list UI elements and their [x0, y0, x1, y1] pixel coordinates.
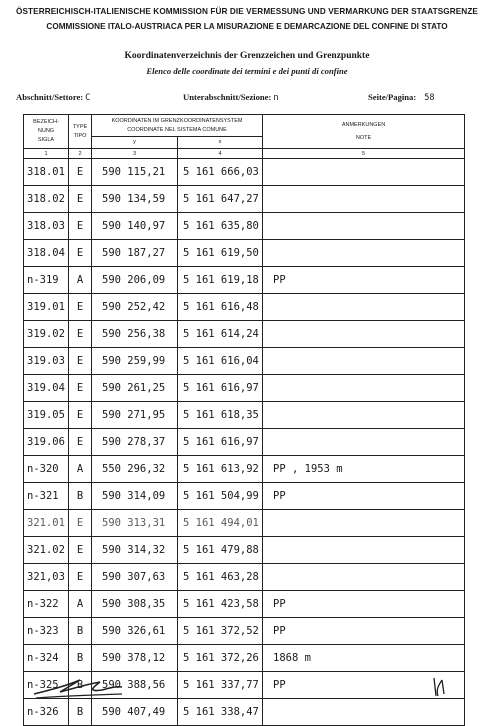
section-field	[16, 92, 90, 103]
y-coordinate-cell: 590 134,59	[92, 186, 178, 213]
note-cell	[263, 699, 465, 726]
table-row	[24, 429, 465, 456]
signature	[30, 674, 130, 702]
type-cell: B	[69, 618, 92, 645]
type-cell: E	[69, 402, 92, 429]
y-coordinate-cell: 590 115,21	[92, 159, 178, 186]
x-coordinate-cell: 5 161 619,50	[178, 240, 263, 267]
table-row	[24, 645, 465, 672]
designation-cell: 321.01	[24, 510, 69, 537]
designation-cell: 319.05	[24, 402, 69, 429]
type-cell: E	[69, 321, 92, 348]
note-cell: PP	[263, 267, 465, 294]
subsection-field	[183, 92, 279, 103]
x-coordinate-cell: 5 161 338,47	[178, 699, 263, 726]
column-number-1: 1	[24, 149, 69, 159]
designation-cell: n-319	[24, 267, 69, 294]
table-row	[24, 510, 465, 537]
y-coordinate-cell: 590 261,25	[92, 375, 178, 402]
y-coordinate-cell: 590 259,99	[92, 348, 178, 375]
x-coordinate-cell: 5 161 619,18	[178, 267, 263, 294]
y-coordinate-cell: 590 407,49	[92, 699, 178, 726]
note-cell: PP	[263, 591, 465, 618]
note-cell	[263, 537, 465, 564]
y-coordinate-cell: 590 313,31	[92, 510, 178, 537]
type-cell: A	[69, 456, 92, 483]
column-number-3: 3	[92, 149, 178, 159]
x-coordinate-cell: 5 161 616,04	[178, 348, 263, 375]
table-row	[24, 321, 465, 348]
y-coordinate-cell: 590 278,37	[92, 429, 178, 456]
type-cell: B	[69, 699, 92, 726]
table-row	[24, 591, 465, 618]
type-cell: E	[69, 159, 92, 186]
commission-title-de: ÖSTERREICHISCH-ITALIENISCHE KOMMISSION FÜR DIE VERMESSUNG UND VERMARKUNG DER STAATSGRENZE	[16, 7, 478, 16]
designation-cell: 318.04	[24, 240, 69, 267]
coordinate-table	[23, 114, 465, 726]
y-coordinate-cell: 590 140,97	[92, 213, 178, 240]
x-coordinate-cell: 5 161 504,99	[178, 483, 263, 510]
note-cell	[263, 348, 465, 375]
subsection-label: Unterabschnitt/Sezione:	[183, 92, 272, 102]
type-cell: E	[69, 510, 92, 537]
designation-cell: n-321	[24, 483, 69, 510]
y-coordinate-cell: 590 314,32	[92, 537, 178, 564]
table-row	[24, 456, 465, 483]
section-label: Abschnitt/Settore:	[16, 92, 84, 102]
designation-cell: 319.06	[24, 429, 69, 456]
y-coordinate-cell: 590 308,35	[92, 591, 178, 618]
page-value: 58	[424, 93, 435, 103]
note-cell	[263, 321, 465, 348]
designation-header: BEZEICH- NUNG SIGLA	[24, 115, 69, 149]
note-cell: PP	[263, 483, 465, 510]
designation-cell: 321,03	[24, 564, 69, 591]
note-cell	[263, 294, 465, 321]
notes-header: ANMERKUNGEN NOTE	[263, 115, 465, 149]
coordinates-header: KOORDINATEN IM GRENZKOORDINATENSYSTEM COORDINATE NEL SISTEMA COMUNE	[92, 115, 263, 137]
x-coordinate-cell: 5 161 337,77	[178, 672, 263, 699]
table-row	[24, 294, 465, 321]
note-cell: PP	[263, 672, 465, 699]
type-cell: B	[69, 645, 92, 672]
note-cell	[263, 159, 465, 186]
x-coordinate-cell: 5 161 666,03	[178, 159, 263, 186]
type-cell: E	[69, 213, 92, 240]
y-coordinate-cell: 590 307,63	[92, 564, 178, 591]
table-row	[24, 699, 465, 726]
commission-title-it: COMMISSIONE ITALO-AUSTRIACA PER LA MISURAZIONE E DEMARCAZIONE DEL CONFINE DI STATO	[46, 22, 448, 31]
type-cell: E	[69, 375, 92, 402]
y-coordinate-cell: 590 388,56	[92, 672, 178, 699]
y-coordinate-cell: 590 326,61	[92, 618, 178, 645]
note-cell	[263, 213, 465, 240]
designation-cell: 321.02	[24, 537, 69, 564]
note-cell: PP	[263, 618, 465, 645]
type-cell: E	[69, 348, 92, 375]
x-coordinate-cell: 5 161 614,24	[178, 321, 263, 348]
type-cell: B	[69, 672, 92, 699]
note-cell	[263, 429, 465, 456]
page-label: Seite/Pagina:	[368, 92, 417, 102]
x-coordinate-cell: 5 161 372,52	[178, 618, 263, 645]
table-row	[24, 159, 465, 186]
x-coordinate-cell: 5 161 463,28	[178, 564, 263, 591]
y-coordinate-cell: 590 256,38	[92, 321, 178, 348]
x-coordinate-cell: 5 161 647,27	[178, 186, 263, 213]
type-header: TYPE TIPO	[69, 115, 92, 149]
designation-cell: n-320	[24, 456, 69, 483]
x-coordinate-cell: 5 161 372,26	[178, 645, 263, 672]
designation-cell: 319.04	[24, 375, 69, 402]
y-coordinate-cell: 590 206,09	[92, 267, 178, 294]
designation-cell: 319.01	[24, 294, 69, 321]
designation-cell: 319.02	[24, 321, 69, 348]
designation-cell: n-326	[24, 699, 69, 726]
column-number-4: 4	[178, 149, 263, 159]
column-number-5: 5	[263, 149, 465, 159]
type-cell: E	[69, 294, 92, 321]
y-coordinate-cell: 590 187,27	[92, 240, 178, 267]
section-value: C	[85, 93, 91, 103]
note-cell: 1868 m	[263, 645, 465, 672]
y-coordinate-cell: 590 252,42	[92, 294, 178, 321]
note-cell	[263, 564, 465, 591]
note-cell	[263, 240, 465, 267]
type-cell: E	[69, 429, 92, 456]
y-coordinate-cell: 590 314,09	[92, 483, 178, 510]
x-coordinate-cell: 5 161 494,01	[178, 510, 263, 537]
x-coordinate-cell: 5 161 616,97	[178, 429, 263, 456]
y-coordinate-cell: 590 378,12	[92, 645, 178, 672]
column-number-2: 2	[69, 149, 92, 159]
designation-cell: n-324	[24, 645, 69, 672]
x-coordinate-cell: 5 161 613,92	[178, 456, 263, 483]
designation-cell: n-325	[24, 672, 69, 699]
designation-cell: n-323	[24, 618, 69, 645]
type-cell: A	[69, 267, 92, 294]
page-field	[368, 92, 435, 103]
y-coordinate-cell: 590 271,95	[92, 402, 178, 429]
document-title-de: Koordinatenverzeichnis der Grenzzeichen und Grenzpunkte	[124, 51, 370, 61]
type-cell: E	[69, 537, 92, 564]
type-cell: E	[69, 186, 92, 213]
table-row	[24, 537, 465, 564]
document-title-it: Elenco delle coordinate dei termini e dei punti di confine	[146, 66, 348, 76]
designation-cell: 318.03	[24, 213, 69, 240]
y-coordinate-cell: 550 296,32	[92, 456, 178, 483]
table-row	[24, 348, 465, 375]
initials-mark	[430, 674, 450, 700]
note-cell	[263, 510, 465, 537]
y-header: y	[92, 137, 178, 149]
type-cell: E	[69, 240, 92, 267]
note-cell: PP , 1953 m	[263, 456, 465, 483]
table-row	[24, 240, 465, 267]
table-row	[24, 186, 465, 213]
table-row	[24, 213, 465, 240]
subsection-value: n	[273, 93, 279, 103]
x-coordinate-cell: 5 161 616,97	[178, 375, 263, 402]
x-coordinate-cell: 5 161 635,80	[178, 213, 263, 240]
x-header: x	[178, 137, 263, 149]
designation-cell: 318.01	[24, 159, 69, 186]
table-row	[24, 483, 465, 510]
type-cell: E	[69, 564, 92, 591]
table-row	[24, 402, 465, 429]
note-cell	[263, 402, 465, 429]
x-coordinate-cell: 5 161 423,58	[178, 591, 263, 618]
table-row	[24, 564, 465, 591]
designation-cell: 319.03	[24, 348, 69, 375]
note-cell	[263, 186, 465, 213]
designation-cell: n-322	[24, 591, 69, 618]
type-cell: A	[69, 591, 92, 618]
x-coordinate-cell: 5 161 616,48	[178, 294, 263, 321]
type-cell: B	[69, 483, 92, 510]
x-coordinate-cell: 5 161 618,35	[178, 402, 263, 429]
designation-cell: 318.02	[24, 186, 69, 213]
table-row	[24, 375, 465, 402]
table-row	[24, 618, 465, 645]
table-row	[24, 267, 465, 294]
x-coordinate-cell: 5 161 479,88	[178, 537, 263, 564]
note-cell	[263, 375, 465, 402]
